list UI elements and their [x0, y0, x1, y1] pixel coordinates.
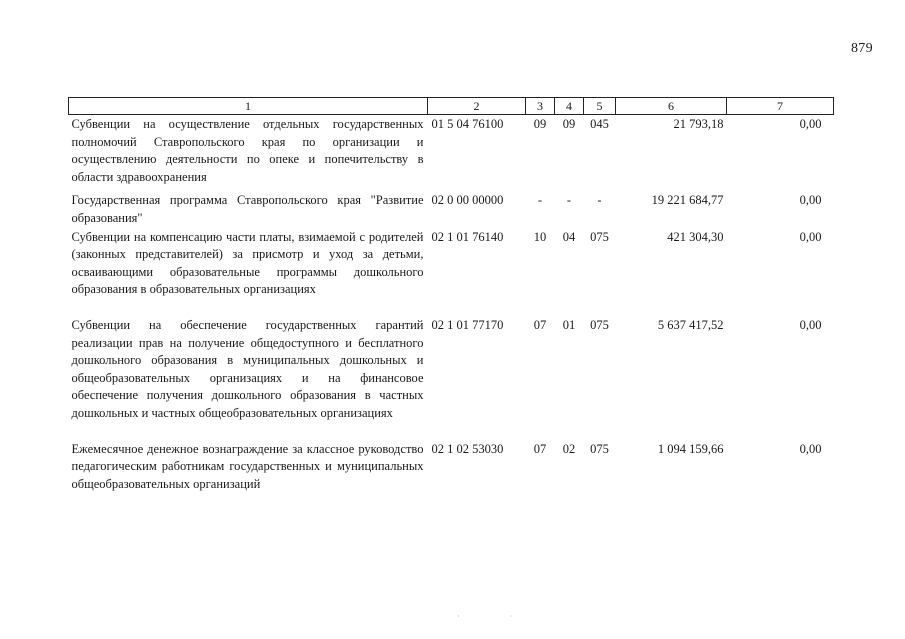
row-type: 075 — [590, 229, 609, 244]
row-amount: 21 793,18 — [673, 117, 724, 131]
row-name: Ежемесячное денежное вознаграждение за классное руководство педагогическим работникам государственных и муниципальных общеобразовательных организаций — [71, 441, 424, 491]
row-code: 02 1 01 77170 — [431, 317, 504, 332]
row-type: 075 — [590, 441, 609, 456]
row-amount: 1 094 159,66 — [657, 441, 724, 456]
scan-specks: · · — [457, 612, 537, 621]
row-amount: 5 637 417,52 — [657, 317, 724, 332]
table-body — [69, 115, 834, 494]
header-row — [69, 98, 834, 115]
header-col-2: 2 — [428, 98, 526, 115]
row-subsection: 01 — [562, 317, 576, 332]
table-row — [69, 186, 834, 227]
header-col-7: 7 — [727, 98, 834, 115]
row-section: - — [537, 193, 543, 208]
row-amount-2: 0,00 — [799, 229, 822, 244]
header-col-5: 5 — [584, 98, 616, 115]
row-section: 09 — [533, 117, 547, 131]
row-name: Субвенции на компенсацию части платы, взимаемой с родителей (законных представителей) за присмотр и уход за детьми, осваивающими образовательные программы дошкольного образования в образовательных организациях — [71, 229, 424, 297]
header-col-6: 6 — [616, 98, 727, 115]
row-name: Государственная программа Ставропольского края "Развитие образования" — [71, 193, 424, 225]
table-row — [69, 115, 834, 187]
row-name: Субвенции на обеспечение государственных гарантий реализации прав на получение общедоступного и бесплатного дошкольного образования в муниципальных дошкольных и общеобразовательных организациях и на финансовое обеспечение получения дошкольного образования в частных дошкольных и частных общеобразовательных организациях — [71, 317, 424, 420]
row-section: 07 — [533, 441, 547, 456]
row-type: 045 — [590, 117, 609, 131]
row-subsection: 04 — [562, 229, 576, 244]
row-code: 02 1 01 76140 — [431, 229, 504, 244]
header-col-4: 4 — [555, 98, 584, 115]
row-type: - — [597, 193, 602, 208]
row-name: Субвенции на осуществление отдельных государственных полномочий Ставропольского края по организации и осуществлению деятельности по опеке и попечительству в области здравоохранения — [71, 117, 424, 184]
header-col-3: 3 — [526, 98, 555, 115]
row-amount: 421 304,30 — [667, 229, 724, 244]
row-amount-2: 0,00 — [799, 117, 822, 131]
row-section: 10 — [533, 229, 547, 244]
table-row — [69, 228, 834, 299]
row-amount-2: 0,00 — [799, 441, 822, 456]
table-header — [69, 98, 834, 115]
table-row — [69, 299, 834, 423]
header-col-1: 1 — [69, 98, 428, 115]
page-number: 879 — [851, 41, 873, 56]
row-code: 02 1 02 53030 — [431, 441, 504, 456]
row-amount-2: 0,00 — [799, 193, 822, 208]
row-subsection: 02 — [562, 441, 576, 456]
row-amount: 19 221 684,77 — [651, 193, 724, 208]
row-subsection: 09 — [562, 117, 576, 131]
table-row — [69, 423, 834, 494]
row-type: 075 — [590, 317, 609, 332]
row-amount-2: 0,00 — [799, 317, 822, 332]
row-code: 02 0 00 00000 — [431, 193, 504, 208]
budget-table — [68, 97, 834, 493]
row-subsection: - — [566, 193, 572, 208]
row-section: 07 — [533, 317, 547, 332]
row-code: 01 5 04 76100 — [431, 117, 504, 131]
